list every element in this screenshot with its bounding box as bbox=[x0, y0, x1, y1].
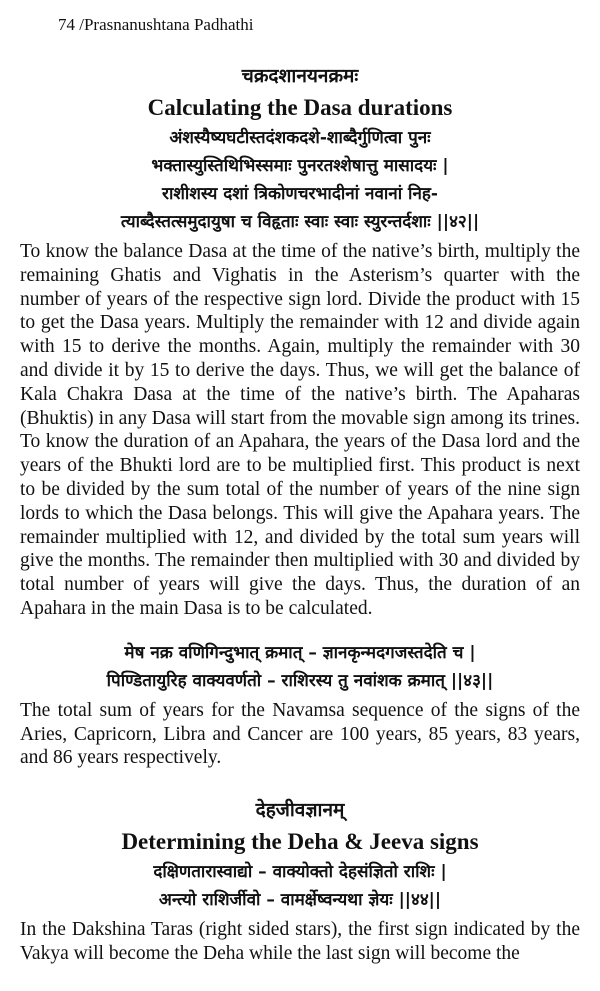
verse-line: अन्त्यो राशिर्जीवो – वामर्क्षेष्वन्यथा ज्ञेयः ||४४|| bbox=[158, 890, 442, 911]
sanskrit-heading: चक्रदशानयनक्रमः bbox=[241, 65, 359, 87]
section-heading: Calculating the Dasa durations bbox=[147, 95, 453, 120]
verse-line: राशीशस्य दशां त्रिकोणचरभादीनां नवानां निह- bbox=[162, 184, 438, 204]
section-deha-jeeva bbox=[20, 796, 580, 966]
verse-line: त्याब्दैस्तत्समुदायुषा च विहृताः स्वाः स्वाः स्युरन्तर्दशाः ||४२|| bbox=[120, 212, 480, 232]
sanskrit-verse bbox=[20, 124, 580, 236]
verse-line: दक्षिणतारास्वाद्यो – वाक्योक्तो देहसंज्ञितो राशिः | bbox=[153, 862, 447, 883]
verse-line: मेष नक्र वणिगिन्दुभात् क्रमात् – ज्ञानकृन्मदगजस्तदेति च | bbox=[124, 642, 476, 663]
body-paragraph: To know the balance Dasa at the time of the native’s birth, multiply the remaining Ghatis and Vighatis in the Asterism’s quarter with the number of years of the respective sign lord. Divide the product with 15 to get the Dasa years. Multiply the remainder with 12 and divide again with 15 to derive the months. Again, multiply the remainder with 30 and divide it by 15 to derive the days. Thus, we will get the balance of Kala Chakra Dasa at the time of the native’s birth. The Apaharas (Bhuktis) in any Dasa will start from the movable sign among its trines. To know the duration of an Apahara, the years of the Dasa lord and the years of the Bhukti lord are to be multiplied first. This product is next to be divided by the sum total of the number of years of the nine sign lords to which the Dasa belongs. This will give the Apahara years. The remainder multiplied with 12, and divided by the total sum years will give the months. The remainder then multiplied with 30 and divided by total number of years will give the days. Thus, the duration of an Apahara in the main Dasa is to be calculated. bbox=[20, 241, 580, 619]
sanskrit-heading: देहजीवज्ञानम् bbox=[255, 799, 345, 822]
verse-line: अंशस्यैष्यघटीस्तदंशकदशे-शाब्दैर्गुणित्वा पुनः bbox=[169, 128, 431, 148]
body-paragraph: In the Dakshina Taras (right sided stars), the first sign indicated by the Vakya will become the Deha while the last sign will become the bbox=[20, 919, 580, 964]
body-paragraph: The total sum of years for the Navamsa sequence of the signs of the Aries, Capricorn, Libra and Cancer are 100 years, 85 years, 83 years, and 86 years respectively. bbox=[20, 699, 580, 769]
section-dasa-durations bbox=[20, 62, 580, 621]
section-heading: Determining the Deha & Jeeva signs bbox=[121, 829, 479, 855]
section-navamsa-years bbox=[20, 639, 580, 770]
sanskrit-verse bbox=[20, 639, 580, 695]
verse-line: भक्तास्युस्तिथिभिस्समाः पुनरतश्शेषात्तु मासादयः | bbox=[151, 156, 449, 176]
running-head: 74 /Prasnanushtana Padhathi bbox=[58, 15, 254, 34]
verse-line: पिण्डितायुरिह वाक्यवर्णतो – राशिरस्य तु नवांशक क्रमात् ||४३|| bbox=[106, 670, 494, 691]
sanskrit-verse bbox=[20, 858, 580, 914]
